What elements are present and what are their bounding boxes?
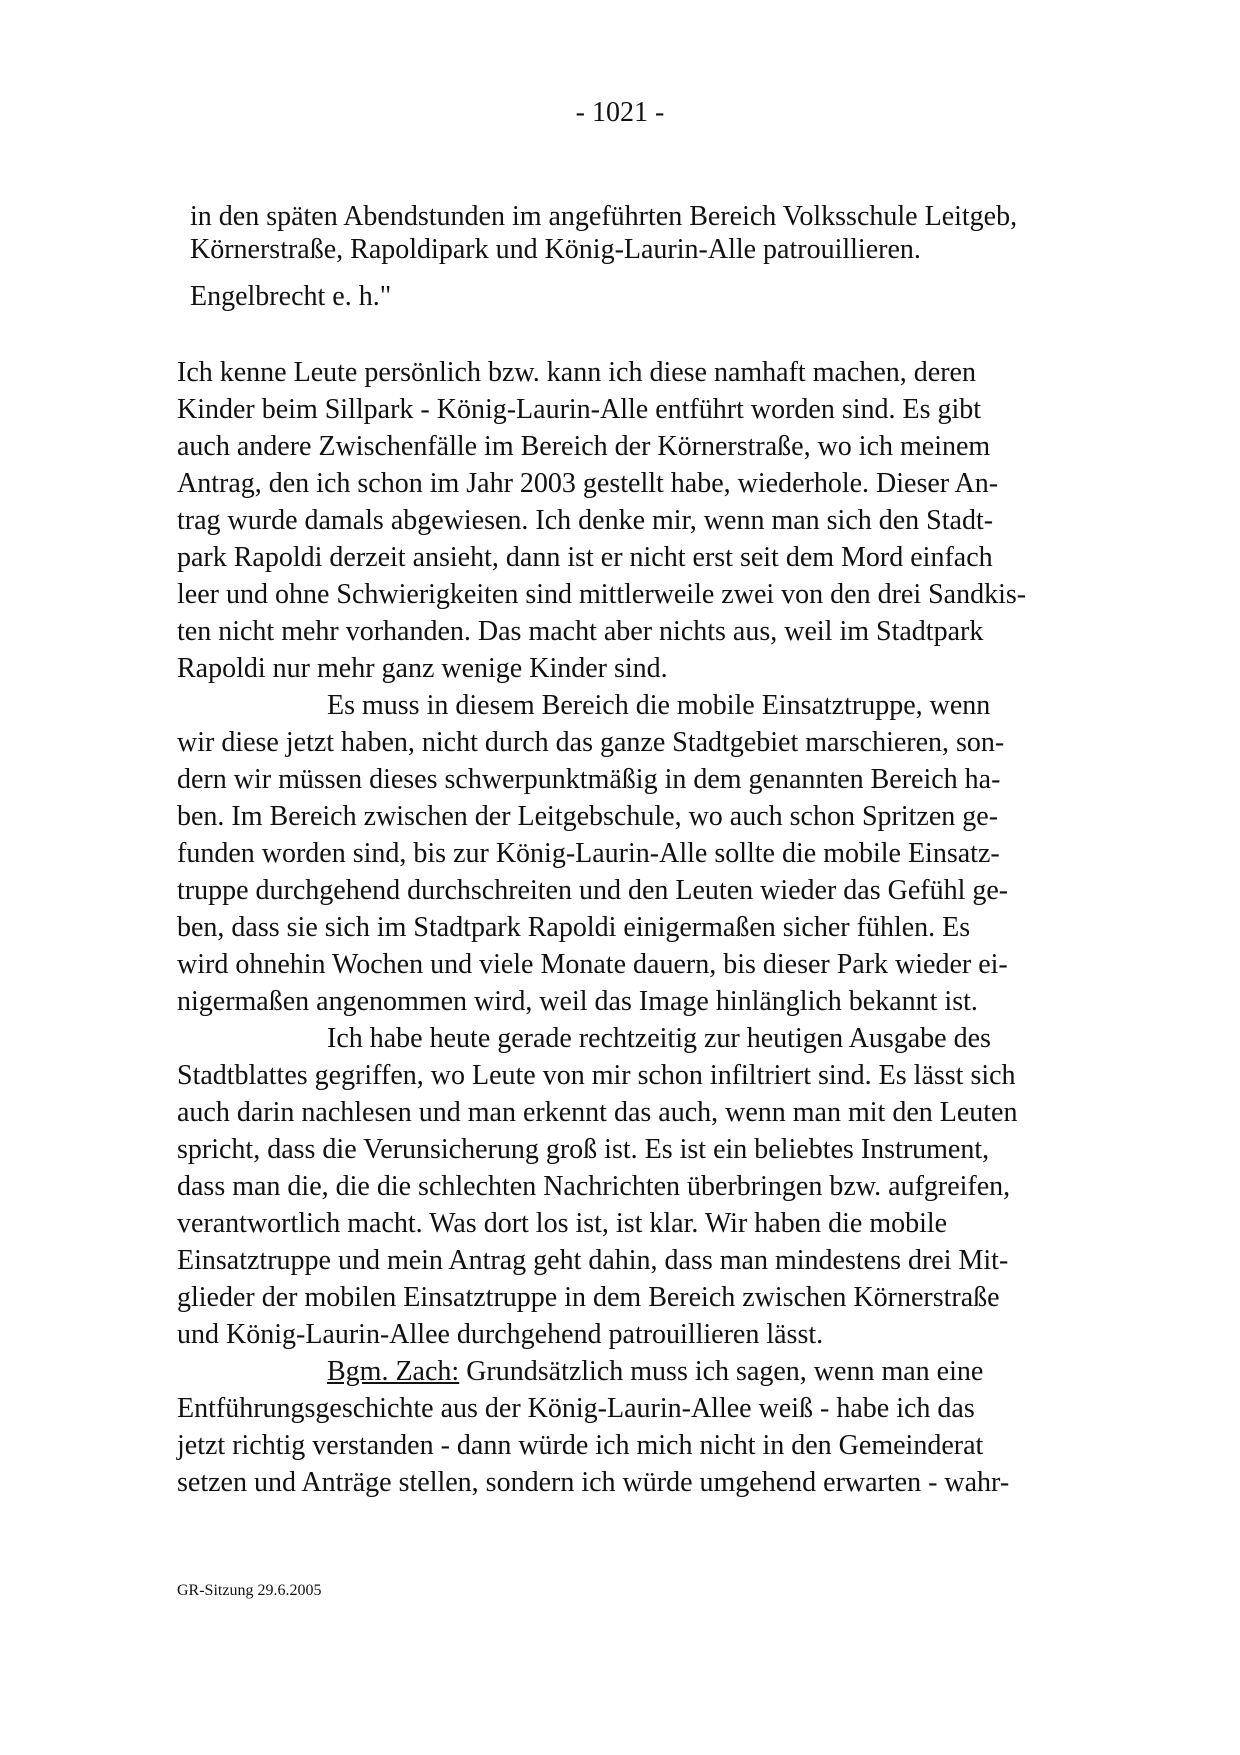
text-line: Einsatztruppe und mein Antrag geht dahin, dass man mindestens drei Mit- xyxy=(177,1245,1009,1276)
text-line: ten nicht mehr vorhanden. Das macht aber nichts aus, weil im Stadtpark xyxy=(177,616,984,647)
text-line: auch darin nachlesen und man erkennt das auch, wenn man mit den Leuten xyxy=(177,1097,1018,1128)
speaker-line xyxy=(177,1353,1077,1390)
text-line: Entführungsgeschichte aus der König-Laurin-Allee weiß - habe ich das xyxy=(177,1393,975,1424)
text-line: Stadtblattes gegriffen, wo Leute von mir schon infiltriert sind. Es lässt sich xyxy=(177,1060,1016,1091)
text-line: jetzt richtig verstanden - dann würde ich mich nicht in den Gemeinderat xyxy=(177,1430,984,1461)
text-line: Ich habe heute gerade rechtzeitig zur heutigen Ausgabe des xyxy=(327,1023,991,1054)
text-line: Rapoldi nur mehr ganz wenige Kinder sind. xyxy=(177,653,668,684)
quote-block xyxy=(190,200,1090,313)
text-line: und König-Laurin-Allee durchgehend patrouillieren lässt. xyxy=(177,1319,824,1350)
text-line: dass man die, die die schlechten Nachrichten überbringen bzw. aufgreifen, xyxy=(177,1171,1011,1202)
text-line: nigermaßen angenommen wird, weil das Image hinlänglich bekannt ist. xyxy=(177,986,978,1017)
text-line: dern wir müssen dieses schwerpunktmäßig in dem genannten Bereich ha- xyxy=(177,764,1001,795)
footer-session-date: GR-Sitzung 29.6.2005 xyxy=(177,1582,322,1599)
text-line: trag wurde damals abgewiesen. Ich denke mir, wenn man sich den Stadt- xyxy=(177,505,994,536)
text-line: Ich kenne Leute persönlich bzw. kann ich diese namhaft machen, deren xyxy=(177,357,976,388)
text-line: ben. Im Bereich zwischen der Leitgebschule, wo auch schon Spritzen ge- xyxy=(177,801,999,832)
text-line: leer und ohne Schwierigkeiten sind mittlerweile zwei von den drei Sandkis- xyxy=(177,579,1027,610)
text-line: truppe durchgehend durchschreiten und den Leuten wieder das Gefühl ge- xyxy=(177,875,1009,906)
text-line: ben, dass sie sich im Stadtpark Rapoldi einigermaßen sicher fühlen. Es xyxy=(177,912,971,943)
text-line: spricht, dass die Verunsicherung groß ist. Es ist ein beliebtes Instrument, xyxy=(177,1134,990,1165)
text-line: auch andere Zwischenfälle im Bereich der Körnerstraße, wo ich meinem xyxy=(177,431,991,462)
page-number: - 1021 - xyxy=(575,97,665,128)
quote-line: in den späten Abendstunden im angeführten Bereich Volksschule Leitgeb, xyxy=(190,201,1018,232)
text-line: verantwortlich macht. Was dort los ist, ist klar. Wir haben die mobile xyxy=(177,1208,948,1239)
text-line: Antrag, den ich schon im Jahr 2003 gestellt habe, wiederhole. Dieser An- xyxy=(177,468,999,499)
speaker-name: Bgm. Zach: xyxy=(327,1356,460,1387)
text-line: glieder der mobilen Einsatztruppe in dem Bereich zwischen Körnerstraße xyxy=(177,1282,1000,1313)
quote-line: Körnerstraße, Rapoldipark und König-Laurin-Alle patrouillieren. xyxy=(190,234,921,265)
text-line: wird ohnehin Wochen und viele Monate dauern, bis dieser Park wieder ei- xyxy=(177,949,1008,980)
quote-signature: Engelbrecht e. h." xyxy=(190,281,392,312)
body-text xyxy=(177,354,1077,1501)
text-line: setzen und Anträge stellen, sondern ich würde umgehend erwarten - wahr- xyxy=(177,1467,1010,1498)
speaker-text: Grundsätzlich muss ich sagen, wenn man eine xyxy=(466,1356,984,1387)
text-line: funden worden sind, bis zur König-Laurin-Alle sollte die mobile Einsatz- xyxy=(177,838,1000,869)
text-line: Es muss in diesem Bereich die mobile Einsatztruppe, wenn xyxy=(327,690,991,721)
text-line: Kinder beim Sillpark - König-Laurin-Alle entführt worden sind. Es gibt xyxy=(177,394,982,425)
text-line: wir diese jetzt haben, nicht durch das ganze Stadtgebiet marschieren, son- xyxy=(177,727,1005,758)
text-line: park Rapoldi derzeit ansieht, dann ist er nicht erst seit dem Mord einfach xyxy=(177,542,993,573)
